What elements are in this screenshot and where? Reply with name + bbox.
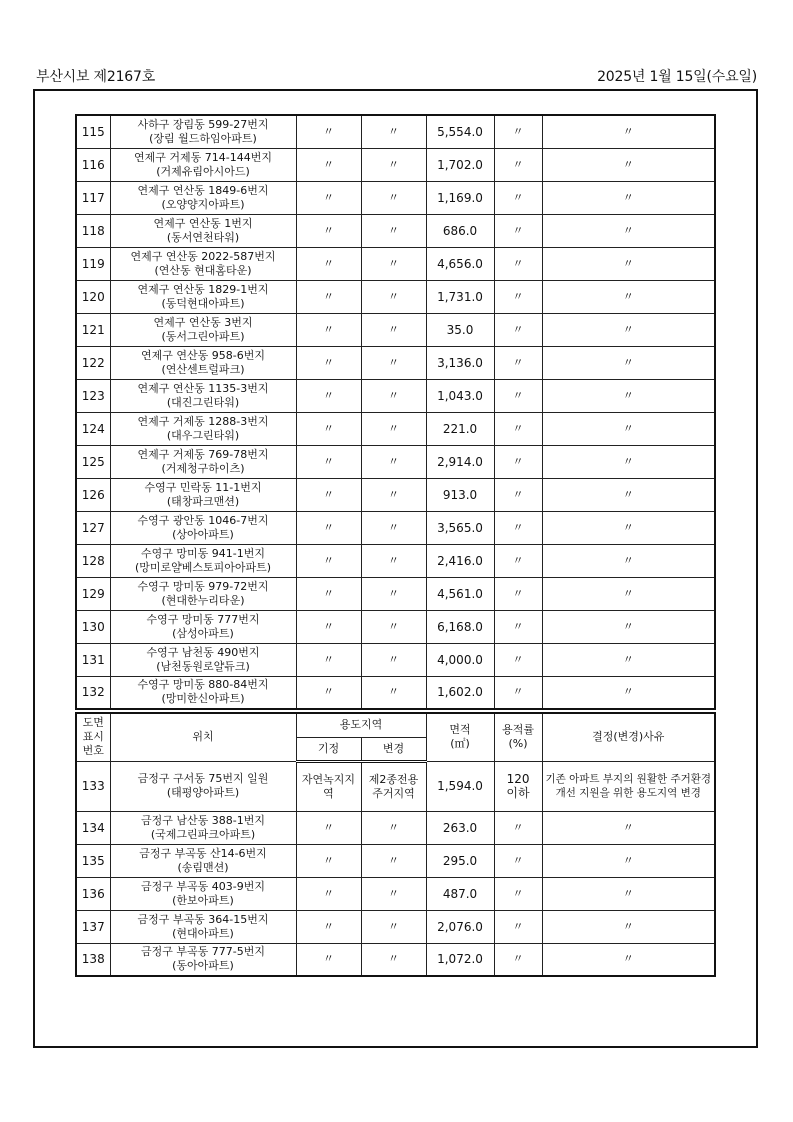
zone-before: 〃 xyxy=(296,148,361,181)
far-value: 〃 xyxy=(494,379,542,412)
zone-after: 〃 xyxy=(361,478,426,511)
plan-number: 128 xyxy=(76,544,110,577)
zone-after: 〃 xyxy=(361,943,426,976)
reason-text: 〃 xyxy=(542,643,715,676)
table-row xyxy=(76,811,715,844)
plan-number: 137 xyxy=(76,910,110,943)
plan-number: 125 xyxy=(76,445,110,478)
far-value: 〃 xyxy=(494,280,542,313)
location-address: 수영구 망미동 979-72번지 xyxy=(137,579,269,593)
area-value: 1,602.0 xyxy=(426,676,494,709)
far-value: 〃 xyxy=(494,943,542,976)
zone-before: 〃 xyxy=(296,445,361,478)
header-zone-after: 변경 xyxy=(361,737,426,761)
location-cell xyxy=(110,280,296,313)
zone-after: 〃 xyxy=(361,379,426,412)
zone-after: 제2종전용주거지역 xyxy=(361,761,426,811)
location-address: 연제구 연산동 1135-3번지 xyxy=(137,381,269,395)
reason-text: 〃 xyxy=(542,544,715,577)
plan-number: 118 xyxy=(76,214,110,247)
reason-text: 〃 xyxy=(542,181,715,214)
far-value: 〃 xyxy=(494,610,542,643)
reason-text: 〃 xyxy=(542,910,715,943)
far-value: 〃 xyxy=(494,844,542,877)
plan-number: 119 xyxy=(76,247,110,280)
zone-after: 〃 xyxy=(361,877,426,910)
plan-number: 126 xyxy=(76,478,110,511)
location-building: (동서그린아파트) xyxy=(161,329,245,343)
reason-text: 〃 xyxy=(542,676,715,709)
location-cell xyxy=(110,445,296,478)
location-address: 연제구 연산동 2022-587번지 xyxy=(130,249,276,263)
plan-number: 127 xyxy=(76,511,110,544)
far-value: 〃 xyxy=(494,577,542,610)
far-value: 〃 xyxy=(494,877,542,910)
location-cell xyxy=(110,511,296,544)
table-row xyxy=(76,511,715,544)
far-value: 〃 xyxy=(494,676,542,709)
location-building: (국제그린파크아파트) xyxy=(150,827,256,841)
location-building: (거제유림아시아드) xyxy=(156,164,250,178)
location-cell xyxy=(110,643,296,676)
location-building: (송림맨션) xyxy=(177,860,229,874)
table-row xyxy=(76,761,715,811)
area-value: 2,914.0 xyxy=(426,445,494,478)
location-address: 연제구 거제동 714-144번지 xyxy=(134,150,272,164)
area-value: 1,594.0 xyxy=(426,761,494,811)
zoning-table xyxy=(75,712,716,977)
location-address: 연제구 연산동 1번지 xyxy=(153,216,253,230)
area-value: 1,072.0 xyxy=(426,943,494,976)
location-building: (대우그린타워) xyxy=(166,428,240,442)
zone-after: 〃 xyxy=(361,247,426,280)
table-row xyxy=(76,844,715,877)
location-cell xyxy=(110,910,296,943)
zone-before: 〃 xyxy=(296,877,361,910)
location-cell xyxy=(110,811,296,844)
table-row xyxy=(76,643,715,676)
table-row xyxy=(76,445,715,478)
zone-after: 〃 xyxy=(361,181,426,214)
area-value: 1,169.0 xyxy=(426,181,494,214)
table-row xyxy=(76,478,715,511)
zone-before: 〃 xyxy=(296,379,361,412)
location-address: 금정구 부곡동 403-9번지 xyxy=(141,879,265,893)
zone-before: 〃 xyxy=(296,577,361,610)
location-address: 연제구 연산동 1849-6번지 xyxy=(137,183,269,197)
location-cell xyxy=(110,844,296,877)
zone-before: 〃 xyxy=(296,313,361,346)
plan-number: 136 xyxy=(76,877,110,910)
location-address: 연제구 연산동 1829-1번지 xyxy=(137,282,269,296)
plan-number: 129 xyxy=(76,577,110,610)
reason-text: 〃 xyxy=(542,943,715,976)
zone-before: 〃 xyxy=(296,478,361,511)
location-building: (남천동원로얄듀크) xyxy=(156,659,250,673)
zone-before: 〃 xyxy=(296,676,361,709)
reason-text: 〃 xyxy=(542,214,715,247)
table-row xyxy=(76,148,715,181)
far-value: 〃 xyxy=(494,412,542,445)
reason-text: 〃 xyxy=(542,877,715,910)
location-address: 연제구 거제동 769-78번지 xyxy=(137,447,269,461)
zone-after: 〃 xyxy=(361,544,426,577)
area-value: 35.0 xyxy=(426,313,494,346)
location-building: (동서연천타워) xyxy=(166,230,240,244)
zoning-table-continued xyxy=(75,114,716,710)
location-building: (상아아파트) xyxy=(172,527,234,541)
table-row xyxy=(76,577,715,610)
table-row xyxy=(76,181,715,214)
location-cell xyxy=(110,412,296,445)
location-cell xyxy=(110,943,296,976)
location-address: 금정구 부곡동 산14-6번지 xyxy=(139,846,267,860)
location-cell xyxy=(110,214,296,247)
table-row xyxy=(76,247,715,280)
table-row xyxy=(76,346,715,379)
far-value: 〃 xyxy=(494,643,542,676)
far-value: 〃 xyxy=(494,811,542,844)
reason-text: 〃 xyxy=(542,610,715,643)
publication-date: 2025년 1월 15일(수요일) xyxy=(597,69,757,85)
reason-text: 〃 xyxy=(542,379,715,412)
location-address: 수영구 망미동 941-1번지 xyxy=(141,546,265,560)
location-address: 사하구 장림동 599-27번지 xyxy=(137,117,269,131)
table-row xyxy=(76,313,715,346)
far-value: 〃 xyxy=(494,214,542,247)
location-cell xyxy=(110,577,296,610)
far-value: 〃 xyxy=(494,115,542,148)
reason-text: 〃 xyxy=(542,247,715,280)
location-building: (현대아파트) xyxy=(172,926,234,940)
reason-text: 〃 xyxy=(542,811,715,844)
reason-text: 〃 xyxy=(542,280,715,313)
table-row xyxy=(76,943,715,976)
zone-before: 〃 xyxy=(296,943,361,976)
zone-before: 〃 xyxy=(296,511,361,544)
reason-text: 〃 xyxy=(542,478,715,511)
location-cell xyxy=(110,148,296,181)
zone-before: 〃 xyxy=(296,247,361,280)
plan-number: 122 xyxy=(76,346,110,379)
location-cell xyxy=(110,478,296,511)
header-location: 위치 xyxy=(110,713,296,761)
reason-text: 〃 xyxy=(542,346,715,379)
header-floor-area-ratio: 용적률 (%) xyxy=(494,713,542,761)
table-row xyxy=(76,877,715,910)
zone-after: 〃 xyxy=(361,115,426,148)
area-value: 2,416.0 xyxy=(426,544,494,577)
location-address: 수영구 망미동 777번지 xyxy=(146,612,260,626)
table-row xyxy=(76,115,715,148)
area-value: 4,000.0 xyxy=(426,643,494,676)
location-cell xyxy=(110,181,296,214)
plan-number: 134 xyxy=(76,811,110,844)
plan-number: 131 xyxy=(76,643,110,676)
plan-number: 116 xyxy=(76,148,110,181)
table-row xyxy=(76,544,715,577)
location-building: (동덕현대아파트) xyxy=(161,296,245,310)
header-reason: 결정(변경)사유 xyxy=(542,713,715,761)
location-building: (오양양지아파트) xyxy=(161,197,245,211)
location-building: (거제청구하이츠) xyxy=(161,461,245,475)
zone-after: 〃 xyxy=(361,811,426,844)
area-value: 3,136.0 xyxy=(426,346,494,379)
far-value: 〃 xyxy=(494,247,542,280)
publication-title: 부산시보 제2167호 xyxy=(36,69,156,85)
zone-before: 〃 xyxy=(296,412,361,445)
location-cell xyxy=(110,379,296,412)
zone-after: 〃 xyxy=(361,610,426,643)
location-building: (태평양아파트) xyxy=(166,786,240,799)
location-building: (태창파크맨션) xyxy=(166,494,240,508)
area-value: 686.0 xyxy=(426,214,494,247)
location-address: 금정구 부곡동 777-5번지 xyxy=(141,945,265,959)
far-value: 〃 xyxy=(494,910,542,943)
location-building: (망미한신아파트) xyxy=(161,692,245,706)
area-value: 4,561.0 xyxy=(426,577,494,610)
plan-number: 138 xyxy=(76,943,110,976)
area-value: 1,043.0 xyxy=(426,379,494,412)
location-building: (대진그린타워) xyxy=(166,395,240,409)
location-building: (망미로얄베스토피아아파트) xyxy=(134,560,272,574)
zone-after: 〃 xyxy=(361,511,426,544)
location-cell xyxy=(110,115,296,148)
far-value: 〃 xyxy=(494,148,542,181)
table-row xyxy=(76,910,715,943)
zone-after: 〃 xyxy=(361,643,426,676)
zone-after: 〃 xyxy=(361,445,426,478)
zone-before: 〃 xyxy=(296,910,361,943)
plan-number: 123 xyxy=(76,379,110,412)
location-cell xyxy=(110,346,296,379)
far-value: 〃 xyxy=(494,181,542,214)
zone-after: 〃 xyxy=(361,910,426,943)
location-address: 수영구 남천동 490번지 xyxy=(146,645,260,659)
plan-number: 130 xyxy=(76,610,110,643)
area-value: 1,702.0 xyxy=(426,148,494,181)
table-row xyxy=(76,610,715,643)
plan-number: 120 xyxy=(76,280,110,313)
far-value: 〃 xyxy=(494,544,542,577)
table-row xyxy=(76,412,715,445)
zone-after: 〃 xyxy=(361,346,426,379)
zone-after: 〃 xyxy=(361,844,426,877)
far-value: 〃 xyxy=(494,445,542,478)
area-value: 913.0 xyxy=(426,478,494,511)
zone-before: 〃 xyxy=(296,544,361,577)
far-value: 〃 xyxy=(494,478,542,511)
plan-number: 121 xyxy=(76,313,110,346)
zone-before: 〃 xyxy=(296,844,361,877)
location-address: 수영구 민락동 11-1번지 xyxy=(144,480,262,494)
reason-text: 기존 아파트 부지의 원활한 주거환경개선 지원을 위한 용도지역 변경 xyxy=(542,761,715,811)
location-address: 수영구 망미동 880-84번지 xyxy=(137,678,269,692)
reason-text: 〃 xyxy=(542,445,715,478)
location-cell xyxy=(110,610,296,643)
area-value: 295.0 xyxy=(426,844,494,877)
reason-text: 〃 xyxy=(542,148,715,181)
location-cell xyxy=(110,676,296,709)
table-row xyxy=(76,379,715,412)
reason-text: 〃 xyxy=(542,511,715,544)
location-building: (현대한누리타운) xyxy=(161,593,245,607)
zone-after: 〃 xyxy=(361,148,426,181)
zone-before: 〃 xyxy=(296,610,361,643)
reason-text: 〃 xyxy=(542,115,715,148)
reason-text: 〃 xyxy=(542,844,715,877)
plan-number: 117 xyxy=(76,181,110,214)
table-row xyxy=(76,214,715,247)
plan-number: 133 xyxy=(76,761,110,811)
zone-before: 〃 xyxy=(296,346,361,379)
zone-before: 〃 xyxy=(296,214,361,247)
far-value: 120 이하 xyxy=(494,761,542,811)
far-value: 〃 xyxy=(494,346,542,379)
location-address: 연제구 연산동 3번지 xyxy=(153,315,253,329)
far-value: 〃 xyxy=(494,511,542,544)
header-zone: 용도지역 xyxy=(296,713,426,737)
location-address: 금정구 남산동 388-1번지 xyxy=(141,813,265,827)
location-cell xyxy=(110,313,296,346)
area-value: 4,656.0 xyxy=(426,247,494,280)
location-building: (연산센트럴파크) xyxy=(161,362,245,376)
plan-number: 135 xyxy=(76,844,110,877)
zone-after: 〃 xyxy=(361,412,426,445)
area-value: 3,565.0 xyxy=(426,511,494,544)
location-address: 금정구 구서동 75번지 일원 xyxy=(137,772,269,785)
location-address: 연제구 거제동 1288-3번지 xyxy=(137,414,269,428)
location-building: (한보아파트) xyxy=(172,893,234,907)
zone-before: 〃 xyxy=(296,643,361,676)
zone-before: 자연녹지지역 xyxy=(296,761,361,811)
location-building: (연산동 현대홈타운) xyxy=(154,263,252,277)
reason-text: 〃 xyxy=(542,577,715,610)
far-value: 〃 xyxy=(494,313,542,346)
plan-number: 124 xyxy=(76,412,110,445)
area-value: 1,731.0 xyxy=(426,280,494,313)
area-value: 5,554.0 xyxy=(426,115,494,148)
table-row xyxy=(76,280,715,313)
location-building: (삼성아파트) xyxy=(172,626,234,640)
zone-after: 〃 xyxy=(361,676,426,709)
area-value: 2,076.0 xyxy=(426,910,494,943)
zone-after: 〃 xyxy=(361,280,426,313)
plan-number: 132 xyxy=(76,676,110,709)
zone-after: 〃 xyxy=(361,214,426,247)
zone-after: 〃 xyxy=(361,313,426,346)
location-building: (장림 월드하임아파트) xyxy=(149,131,257,145)
reason-text: 〃 xyxy=(542,412,715,445)
zone-before: 〃 xyxy=(296,115,361,148)
location-cell xyxy=(110,877,296,910)
zone-before: 〃 xyxy=(296,181,361,214)
header-plan-number: 도면 표시 번호 xyxy=(76,713,110,761)
zone-before: 〃 xyxy=(296,280,361,313)
header-area: 면적 (㎡) xyxy=(426,713,494,761)
location-address: 수영구 광안동 1046-7번지 xyxy=(137,513,269,527)
area-value: 487.0 xyxy=(426,877,494,910)
table-row xyxy=(76,676,715,709)
zone-after: 〃 xyxy=(361,577,426,610)
area-value: 263.0 xyxy=(426,811,494,844)
location-building: (동아아파트) xyxy=(172,959,234,973)
location-address: 연제구 연산동 958-6번지 xyxy=(141,348,265,362)
reason-text: 〃 xyxy=(542,313,715,346)
area-value: 221.0 xyxy=(426,412,494,445)
area-value: 6,168.0 xyxy=(426,610,494,643)
zone-before: 〃 xyxy=(296,811,361,844)
location-address: 금정구 부곡동 364-15번지 xyxy=(137,912,269,926)
location-cell xyxy=(110,761,296,811)
plan-number: 115 xyxy=(76,115,110,148)
location-cell xyxy=(110,247,296,280)
location-cell xyxy=(110,544,296,577)
header-zone-before: 기정 xyxy=(296,737,361,761)
